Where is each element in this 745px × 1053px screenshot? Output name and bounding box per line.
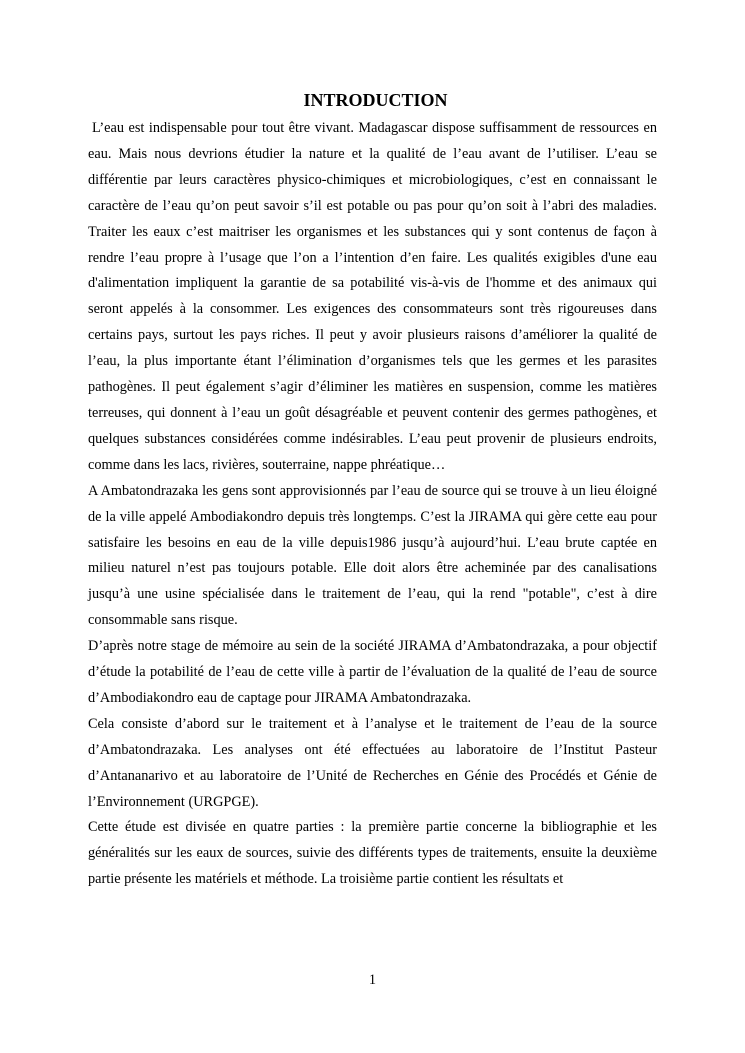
paragraph-stage: D’après notre stage de mémoire au sein de la société JIRAMA d’Ambatondrazaka, a pour objectif d’étude la potabilité de l’eau de cette ville à partir de l’évaluation de la qualité de l’eau de source d’Ambodiakondro eau de captage pour JIRAMA Ambatondrazaka. [88, 638, 657, 706]
paragraph-ambatondrazaka: A Ambatondrazaka les gens sont approvisionnés par l’eau de source qui se trouve à un lieu éloigné de la ville appelé Ambodiakondro depuis très longtemps. C’est la JIRAMA qui gère cette eau pour satisfaire les besoins en eau de la ville depuis1986 jusqu’à aujourd’hui. L’eau brute captée en milieu naturel n’est pas toujours potable. Elle doit alors être acheminée par des canalisations jusqu’à une usine spécialisée dans le traitement de l’eau, qui la rend "potable", c’est à dire consommable sans risque. [88, 482, 657, 629]
paragraph-analyses: Cela consiste d’abord sur le traitement et à l’analyse et le traitement de l’eau de la source d’Ambatondrazaka. Les analyses ont été effectuées au laboratoire de l’Institut Pasteur d’Antananarivo et au laboratoire de l’Unité de Recherches en Génie des Procédés et Génie de l’Environnement (URGPGE). [88, 715, 657, 810]
document-page [88, 86, 657, 893]
page-title: INTRODUCTION [303, 90, 448, 110]
paragraph-intro: L’eau est indispensable pour tout être vivant. Madagascar dispose suffisamment de ressources en eau. Mais nous devrions étudier la nature et la qualité de l’eau avant de l’utiliser. L’eau se différentie par leurs caractères physico-chimiques et microbiologiques, c’est en connaissant le caractère de l’eau qu’on peut savoir s’il est potable ou pas pour qu’on soit à l’abri des maladies. Traiter les eaux c’est maitriser les organismes et les substances qui y sont contenus de façon à rendre l’eau propre à l’usage que l’on a l’intention d’en faire. Les qualités exigibles d'une eau d'alimentation impliquent la garantie de sa potabilité vis-à-vis de l'homme et des animaux qui seront appelés à la consommer. Les exigences des consommateurs sont très rigoureuses dans certains pays, surtout les pays riches. Il peut y avoir plusieurs raisons d’améliorer la qualité de l’eau, la plus importante étant l’élimination d’organismes tels que les germes et les parasites pathogènes. Il peut également s’agir d’éliminer les matières en suspension, comme les matières terreuses, qui donnent à l’eau un goût désagréable et peuvent contenir des germes pathogènes, et quelques substances considérées comme indésirables. L’eau peut provenir de plusieurs endroits, comme dans les lacs, rivières, souterraine, nappe phréatique… [88, 120, 657, 473]
page-number: 1 [368, 972, 377, 988]
paragraph-structure: Cette étude est divisée en quatre parties : la première partie concerne la bibliographie et les généralités sur les eaux de sources, suivie des différents types de traitements, ensuite la deuxième partie présente les matériels et méthode. La troisième partie contient les résultats et [88, 819, 657, 888]
